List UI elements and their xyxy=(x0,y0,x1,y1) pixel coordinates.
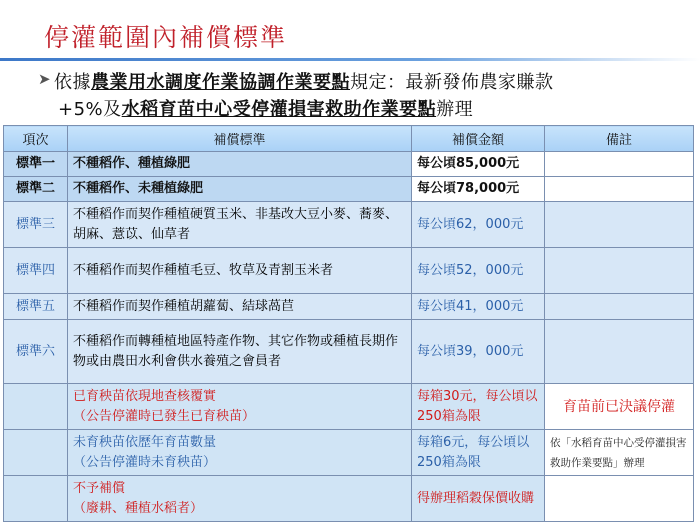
row-amount: 每箱30元，每公頃以250箱為限 xyxy=(412,384,545,430)
table-row xyxy=(4,384,694,430)
intro-prefix-2: +5%及 xyxy=(58,99,122,120)
row-description xyxy=(68,430,412,476)
regulation-link-2[interactable]: 水稻育苗中心受停灌損害救助作業要點 xyxy=(121,99,437,120)
row-note xyxy=(545,152,694,177)
row-standard-empty xyxy=(4,384,68,430)
page-title: 停灌範圍內補償標準 xyxy=(44,23,288,52)
row-amount: 得辦理稻穀保價收購 xyxy=(412,476,545,522)
row-amount: 每公頃62，000元 xyxy=(412,202,545,248)
table-row xyxy=(4,430,694,476)
row-amount: 每公頃39，000元 xyxy=(412,320,545,384)
row-description: 不種稻作而契作種植胡蘿蔔、結球萵苣 xyxy=(68,294,412,320)
row-note: 依「水稻育苗中心受停灌損害救助作業要點」辦理 xyxy=(545,430,694,476)
table-row xyxy=(4,294,694,320)
intro-prefix: 依據 xyxy=(54,72,91,93)
regulation-link-1[interactable]: 農業用水調度作業協調作業要點 xyxy=(91,72,350,93)
seedling-desc-main: 已育秧苗依現地查核覆實 xyxy=(73,388,217,404)
row-standard: 標準六 xyxy=(4,320,68,384)
row-description xyxy=(68,384,412,430)
row-standard: 標準二 xyxy=(4,177,68,202)
table-row xyxy=(4,202,694,248)
row-amount: 每公頃52，000元 xyxy=(412,248,545,294)
row-amount: 每箱6元，每公頃以250箱為限 xyxy=(412,430,545,476)
row-amount: 每公頃85,000元 xyxy=(412,152,545,177)
row-description: 不種稻作、種植綠肥 xyxy=(68,152,412,177)
title-underline xyxy=(0,58,700,61)
row-note xyxy=(545,202,694,248)
seedling-desc-main: 不予補償 xyxy=(73,480,126,496)
table-row xyxy=(4,248,694,294)
bullet-arrow-icon: ➤ xyxy=(38,70,51,88)
row-standard: 標準四 xyxy=(4,248,68,294)
table-row xyxy=(4,320,694,384)
table-row xyxy=(4,476,694,522)
intro-suffix-2: 辦理 xyxy=(436,99,474,120)
row-standard: 標準一 xyxy=(4,152,68,177)
col-header-standard: 補償標準 xyxy=(68,126,412,152)
seedling-desc-sub: （公告停灌時未育秧苗） xyxy=(73,454,217,470)
row-description: 不種稻作而轉種植地區特產作物、其它作物或種植長期作物或由農田水利會供水養殖之會員者 xyxy=(68,320,412,384)
row-note xyxy=(545,320,694,384)
row-note xyxy=(545,177,694,202)
col-header-item: 項次 xyxy=(4,126,68,152)
row-description: 不種稻作、未種植綠肥 xyxy=(68,177,412,202)
row-standard: 標準五 xyxy=(4,294,68,320)
intro-line-2 xyxy=(58,95,473,121)
intro-line-1 xyxy=(54,68,554,94)
table-header-row xyxy=(4,126,694,152)
table-row xyxy=(4,177,694,202)
seedling-desc-main: 未育秧苗依歷年育苗數量 xyxy=(73,434,217,450)
row-standard-empty xyxy=(4,430,68,476)
row-note xyxy=(545,294,694,320)
row-note xyxy=(545,248,694,294)
seedling-desc-sub: （公告停灌時已發生已育秧苗） xyxy=(73,408,256,424)
row-amount: 每公頃78,000元 xyxy=(412,177,545,202)
row-description: 不種稻作而契作種植硬質玉米、非基改大豆小麥、蕎麥、胡麻、薏苡、仙草者 xyxy=(68,202,412,248)
compensation-table xyxy=(3,125,694,522)
row-standard: 標準三 xyxy=(4,202,68,248)
row-note: 育苗前已決議停灌 xyxy=(545,384,694,430)
table-row xyxy=(4,152,694,177)
intro-suffix: 規定：最新發佈農家賺款 xyxy=(350,72,554,93)
col-header-amount: 補償金額 xyxy=(412,126,545,152)
row-standard-empty xyxy=(4,476,68,522)
row-description xyxy=(68,476,412,522)
col-header-note: 備註 xyxy=(545,126,694,152)
row-note xyxy=(545,476,694,522)
seedling-desc-sub: （廢耕、種植水稻者） xyxy=(73,500,204,516)
row-amount: 每公頃41，000元 xyxy=(412,294,545,320)
row-description: 不種稻作而契作種植毛豆、牧草及青割玉米者 xyxy=(68,248,412,294)
